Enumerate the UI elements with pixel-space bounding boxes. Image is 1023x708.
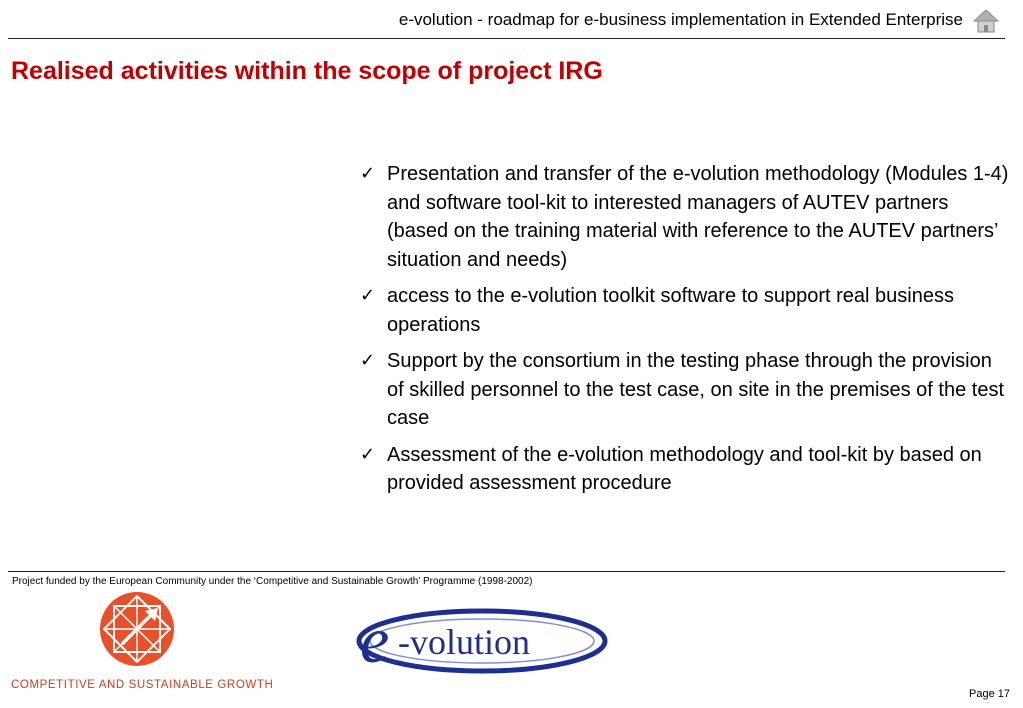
header-title: e-volution - roadmap for e-business implementation in Extended Enterprise	[398, 10, 963, 29]
check-icon: ✓	[360, 163, 376, 184]
growth-programme-logo	[98, 590, 176, 668]
svg-text:e: e	[360, 604, 390, 677]
check-icon: ✓	[360, 350, 376, 371]
list-item	[358, 282, 1013, 339]
check-icon: ✓	[360, 285, 376, 306]
growth-programme-label: COMPETITIVE AND SUSTAINABLE GROWTH	[11, 679, 274, 691]
header-divider	[8, 38, 1005, 39]
page-title: Realised activities within the scope of project IRG	[11, 57, 603, 85]
funding-note: Project funded by the European Community under the ‘Competitive and Sustainable Growth’ Programme (1998-2002)	[12, 576, 533, 587]
bullet-text: Presentation and transfer of the e-volution methodology (Modules 1-4) and software tool-kit to interested managers of AUTEV partners (based on the training material with reference to the AUTEV partners’ situation and needs)	[387, 163, 1009, 271]
list-item	[358, 441, 1013, 498]
footer-divider	[8, 571, 1005, 572]
list-item	[358, 160, 1013, 274]
evolution-logo	[354, 598, 610, 682]
bullet-text: access to the e-volution toolkit software to support real business operations	[387, 285, 954, 336]
home-icon[interactable]	[972, 8, 1000, 34]
svg-text:-volution: -volution	[398, 622, 530, 662]
bullet-text: Support by the consortium in the testing phase through the provision of skilled personnel to the test case, on site in the premises of the test case	[387, 350, 1005, 429]
bullet-list	[358, 160, 1013, 506]
check-icon: ✓	[360, 443, 376, 465]
page-number: Page 17	[969, 688, 1010, 700]
bullet-text: Assessment of the e-volution methodology and tool-kit by based on provided assessment procedure	[387, 443, 982, 494]
list-item	[358, 347, 1013, 433]
